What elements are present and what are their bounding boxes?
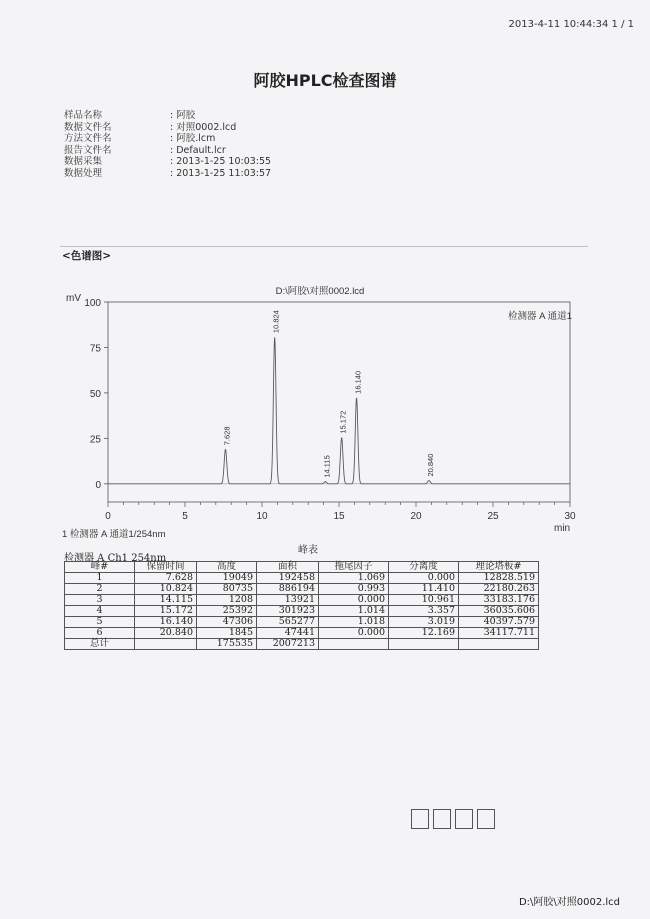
table-cell: 7.628 <box>135 573 197 584</box>
table-cell: 47306 <box>197 617 257 628</box>
table-cell: 16.140 <box>135 617 197 628</box>
table-cell <box>319 639 389 650</box>
chromatogram-section-label: <色谱图> <box>62 250 112 262</box>
table-row <box>65 584 539 595</box>
report-title: 阿胶HPLC检查图谱 <box>253 71 397 90</box>
table-cell: 15.172 <box>135 606 197 617</box>
table-cell: 47441 <box>257 628 319 639</box>
chromatogram-trace <box>108 337 570 484</box>
series-label: 检测器 A 通道1 <box>508 311 572 322</box>
meta-key: 数据文件名 <box>64 121 112 133</box>
table-cell: 80735 <box>197 584 257 595</box>
table-row <box>65 595 539 606</box>
table-cell: 565277 <box>257 617 319 628</box>
meta-key: 样品名称 <box>64 110 103 121</box>
meta-row <box>64 110 271 122</box>
table-cell: 1.069 <box>319 573 389 584</box>
meta-key: 报告文件名 <box>64 144 112 156</box>
table-cell <box>389 639 459 650</box>
peak-label: 15.172 <box>338 410 348 434</box>
peak-table-caption: 检测器 A Ch1 254nm <box>64 553 167 564</box>
x-tick-label: 10 <box>256 511 268 522</box>
y-tick-label: 75 <box>89 343 101 355</box>
table-cell: 1.018 <box>319 617 389 628</box>
y-tick-label: 100 <box>84 298 101 309</box>
table-cell: 25392 <box>197 606 257 617</box>
peak-table-title: 峰表 <box>298 545 318 556</box>
table-cell: 20.840 <box>135 628 197 639</box>
column-header: 高度 <box>197 562 257 573</box>
stamp-box <box>433 809 451 829</box>
x-tick-label: 0 <box>105 511 111 522</box>
x-tick-label: 25 <box>487 511 499 522</box>
y-tick-label: 0 <box>95 479 101 491</box>
x-tick-label: 5 <box>182 511 188 522</box>
peak-label: 14.115 <box>322 455 332 478</box>
stamp-box <box>455 809 473 829</box>
section-divider <box>60 246 588 247</box>
column-header: 分离度 <box>389 562 459 573</box>
table-cell: 0.000 <box>319 595 389 606</box>
meta-row <box>64 133 271 145</box>
column-header: 理论塔板# <box>459 562 539 573</box>
table-cell: 5 <box>65 617 135 628</box>
table-row <box>65 573 539 584</box>
y-tick-label: 50 <box>89 388 101 400</box>
footer-file-path: D:\阿胶\对照0002.lcd <box>518 897 620 908</box>
meta-key: 数据处理 <box>64 167 103 179</box>
stamp-box <box>477 809 495 829</box>
x-tick-label: 30 <box>564 511 576 522</box>
peak-table <box>64 561 539 650</box>
x-tick-label: 15 <box>333 511 345 522</box>
x-tick-label: 20 <box>410 511 422 522</box>
meta-row <box>64 122 271 134</box>
x-axis-label: min <box>554 523 571 534</box>
table-row <box>65 628 539 639</box>
table-cell: 301923 <box>257 606 319 617</box>
stamp-boxes <box>411 809 495 829</box>
table-cell: 4 <box>65 606 135 617</box>
stamp-box <box>411 809 429 829</box>
table-cell: 3.019 <box>389 617 459 628</box>
peak-label: 10.824 <box>271 310 281 334</box>
peak-label: 7.628 <box>222 426 232 446</box>
table-cell: 19049 <box>197 573 257 584</box>
table-total-row <box>65 639 539 650</box>
sample-info <box>64 110 271 179</box>
meta-value: : 2013-1-25 10:03:55 <box>170 156 272 167</box>
meta-value: : Default.lcr <box>170 144 226 156</box>
table-cell: 40397.579 <box>459 617 539 628</box>
y-axis-label: mV <box>66 293 81 304</box>
table-cell: 3 <box>65 595 135 606</box>
print-timestamp: 2013-4-11 10:44:34 1 / 1 <box>508 19 634 30</box>
meta-row <box>64 168 271 180</box>
meta-value: : 2013-1-25 11:03:57 <box>170 167 272 179</box>
table-cell: 10.961 <box>389 595 459 606</box>
table-cell: 11.410 <box>389 584 459 595</box>
table-cell: 总计 <box>65 639 135 650</box>
table-cell: 0.993 <box>319 584 389 595</box>
table-cell: 36035.606 <box>459 606 539 617</box>
table-row <box>65 606 539 617</box>
table-row <box>65 617 539 628</box>
table-cell: 6 <box>65 628 135 639</box>
column-header: 保留时间 <box>135 562 197 573</box>
table-cell: 0.000 <box>319 628 389 639</box>
table-cell: 1 <box>65 573 135 584</box>
column-header: 面积 <box>257 562 319 573</box>
table-cell: 10.824 <box>135 584 197 595</box>
chart-title: D:\阿胶\对照0002.lcd <box>275 286 365 297</box>
peak-label: 16.140 <box>353 370 363 394</box>
table-cell: 0.000 <box>389 573 459 584</box>
meta-row <box>64 145 271 157</box>
table-cell: 1208 <box>197 595 257 606</box>
table-cell: 22180.263 <box>459 584 539 595</box>
y-tick-label: 25 <box>89 434 101 446</box>
meta-key: 方法文件名 <box>64 133 112 144</box>
peak-label: 20.840 <box>425 453 435 477</box>
table-header-row <box>65 562 539 573</box>
meta-value: : 阿胶 <box>170 110 196 121</box>
column-header: 峰# <box>65 562 135 573</box>
table-cell: 12.169 <box>389 628 459 639</box>
legend-entry: 1 检测器 A 通道1/254nm <box>62 529 166 540</box>
plot-frame <box>108 302 570 502</box>
column-header: 拖尾因子 <box>319 562 389 573</box>
meta-value: : 阿胶.lcm <box>170 133 216 144</box>
table-cell: 175535 <box>197 639 257 650</box>
table-cell: 1.014 <box>319 606 389 617</box>
table-cell: 3.357 <box>389 606 459 617</box>
meta-key: 数据采集 <box>64 156 103 167</box>
chromatogram-chart <box>0 280 650 540</box>
table-cell <box>459 639 539 650</box>
table-cell: 34117.711 <box>459 628 539 639</box>
table-cell: 2007213 <box>257 639 319 650</box>
table-cell: 13921 <box>257 595 319 606</box>
table-cell: 1845 <box>197 628 257 639</box>
table-cell: 192458 <box>257 573 319 584</box>
meta-value: : 对照0002.lcd <box>170 121 237 133</box>
meta-row <box>64 156 271 168</box>
table-cell: 14.115 <box>135 595 197 606</box>
table-cell <box>135 639 197 650</box>
table-cell: 2 <box>65 584 135 595</box>
table-cell: 12828.519 <box>459 573 539 584</box>
table-cell: 33183.176 <box>459 595 539 606</box>
table-cell: 886194 <box>257 584 319 595</box>
